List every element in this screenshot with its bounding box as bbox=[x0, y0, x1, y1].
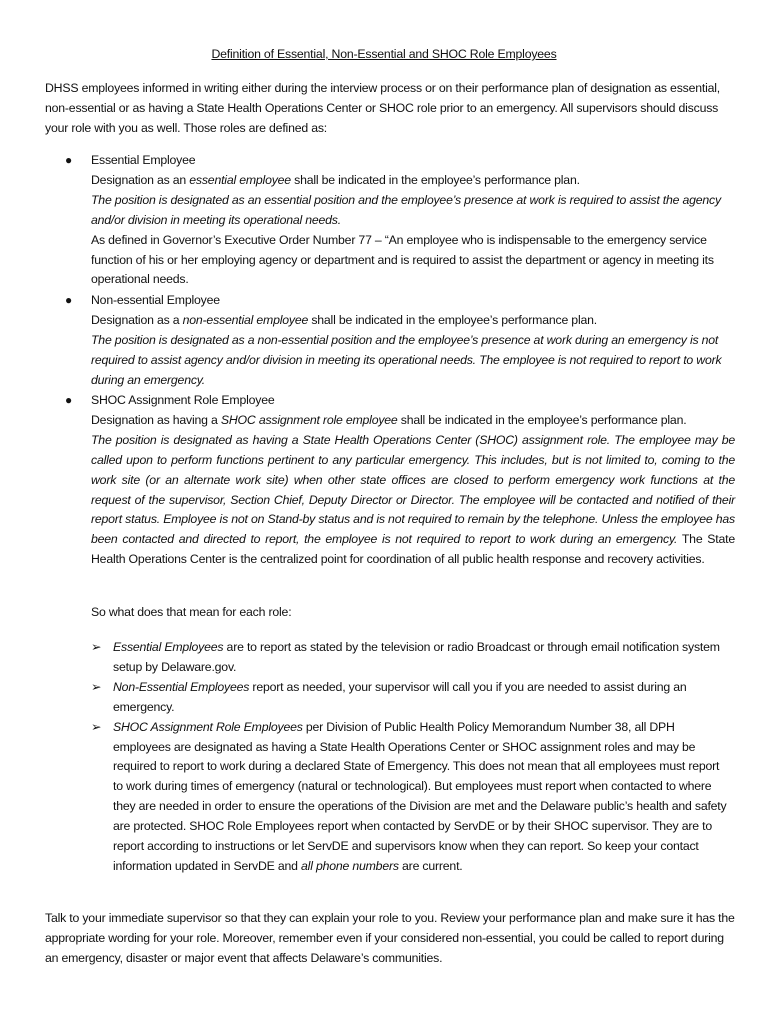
meaning-item-essential: ➢ Essential Employees are to report as stated by the television or radio Broadcast or through email notification system setup by Delaware.gov. bbox=[91, 640, 720, 674]
bullet-icon: ● bbox=[65, 393, 73, 407]
role-shoc bbox=[45, 391, 735, 570]
role-essential bbox=[45, 151, 735, 290]
role-designation: Designation as a non-essential employee shall be indicated in the employee’s performance plan. bbox=[91, 312, 597, 327]
page-title: Definition of Essential, Non-Essential and SHOC Role Employees bbox=[211, 47, 557, 61]
meaning-item-shoc: ➢ SHOC Assignment Role Employees per Division of Public Health Policy Memorandum Number 38, all DPH employees are designated as having a State Health Operations Center or SHOC assignment roles and may be required to report to work during a declared State of Emergency. This does not mean that all employees must report to work during times of emergency (natural or technological). But employees must report when contacted to where they are needed in order to ensure the operations of the Division are met and the Delaware public’s health and safety are protected. SHOC Role Employees report when contacted by ServDE or by their SHOC supervisor. They are to report according to instructions or let ServDE and supervisors know when they can report. So keep your contact information updated in ServDE and all phone numbers are current. bbox=[91, 719, 727, 873]
meaning-item-non-essential: ➢ Non-Essential Employees report as needed, your supervisor will call you if you are needed to assist during an emergency. bbox=[91, 679, 687, 714]
role-heading: SHOC Assignment Role Employee bbox=[91, 393, 275, 407]
arrow-bullet-icon: ➢ bbox=[91, 679, 102, 694]
role-executive-order: As defined in Governor’s Executive Order Number 77 – “An employee who is indispensable to the emergency service function of his or her employing agency or department and is required to assist the department or agency in meeting its operational needs. bbox=[91, 232, 714, 287]
role-description: The position is designated as a non-essential position and the employee’s presence at work during an emergency is not required to assist agency and/or division in meeting its operational needs. The employee is not required to report to work during an emergency. bbox=[91, 332, 722, 387]
arrow-bullet-icon: ➢ bbox=[91, 640, 102, 654]
role-description: The position is designated as having a State Health Operations Center (SHOC) assignment role. The employee may be called upon to perform functions pertinent to any particular emergency. This includes, but is not limited to, coming to the work site (or an alternate work site) when other state offices are closed to perform emergency work functions at the request of the supervisor, Section Chief, Deputy Director or Director. The employee will be contacted and notified of their report status. Employee is not on Stand-by status and is not required to remain by the telephone. Unless the employee has been contacted and directed to report, the employee is not required to report to work during an emergency. The State Health Operations Center is the centralized point for coordination of all public health response and recovery activities. bbox=[91, 432, 735, 567]
role-description: The position is designated as an essential position and the employee’s presence at work is required to assist the agency and/or division in meeting its operational needs. bbox=[91, 192, 721, 227]
bullet-icon: ● bbox=[65, 293, 73, 307]
intro-paragraph: DHSS employees informed in writing either during the interview process or on their performance plan of designation as essential, non-essential or as having a State Health Operations Center or SHOC role prior to an emergency. All supervisors should discuss your role with you as well. Those roles are defined as: bbox=[45, 81, 720, 135]
meaning-list bbox=[91, 638, 731, 877]
role-heading: Non-essential Employee bbox=[91, 293, 220, 307]
role-designation: Designation as having a SHOC assignment role employee shall be indicated in the employee’s performance plan. bbox=[91, 412, 687, 427]
bullet-icon: ● bbox=[65, 153, 73, 167]
closing-paragraph: Talk to your immediate supervisor so that they can explain your role to you. Review your performance plan and make sure it has the appropriate wording for your role. Moreover, remember even if your considered non-essential, you could be called to report during an emergency, disaster or major event that affects Delaware’s communities. bbox=[45, 911, 735, 965]
arrow-bullet-icon: ➢ bbox=[91, 719, 102, 734]
meaning-lead: So what does that mean for each role: bbox=[91, 605, 292, 619]
role-designation: Designation as an essential employee shall be indicated in the employee’s performance plan. bbox=[91, 172, 580, 187]
role-non-essential bbox=[45, 291, 735, 391]
role-heading: Essential Employee bbox=[91, 153, 196, 167]
